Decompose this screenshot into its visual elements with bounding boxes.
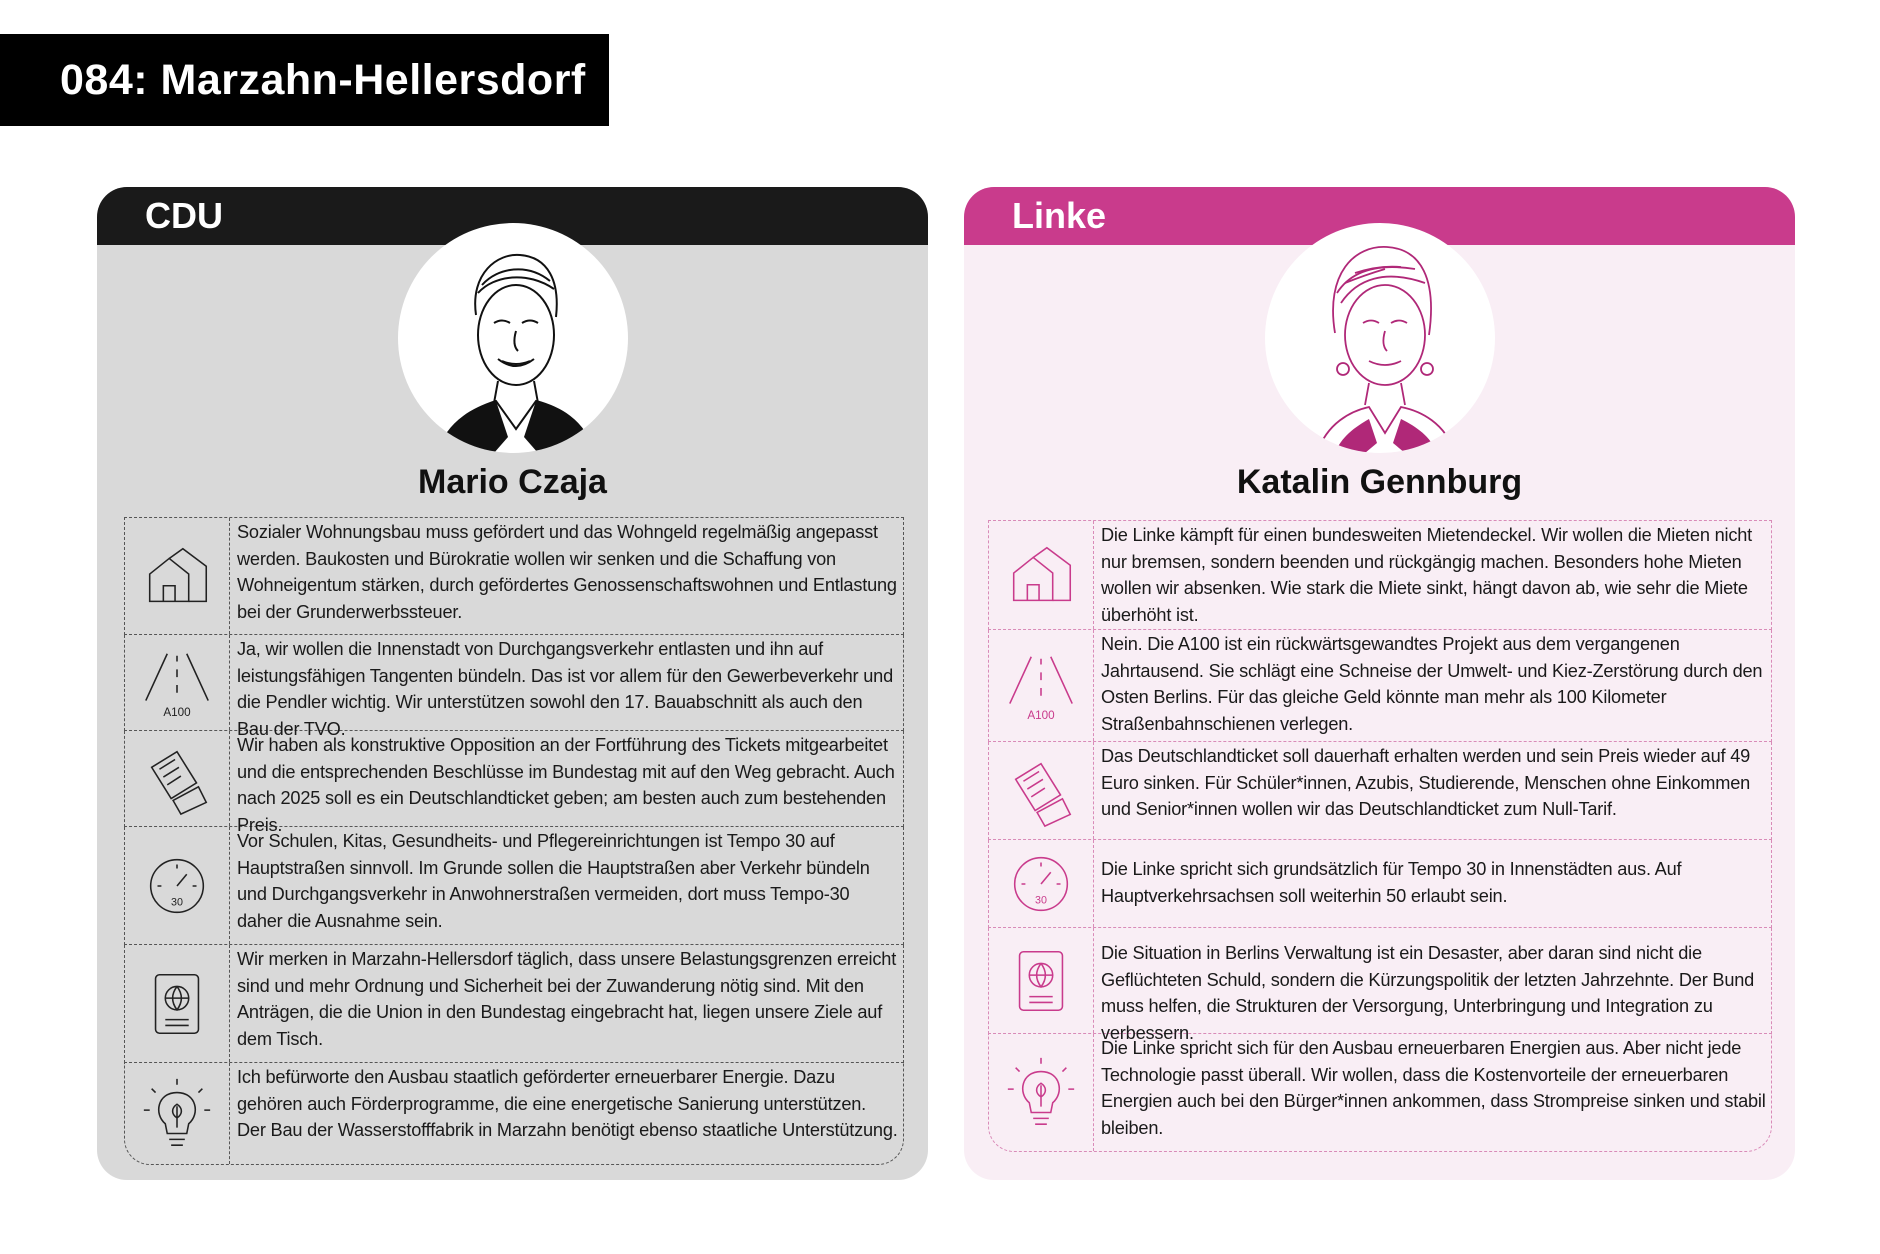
answer-row-highway [124,635,904,739]
answer-row-ticket [124,731,904,835]
answer-row-energy [124,1063,904,1165]
candidate-name: Mario Czaja [418,463,607,501]
answer-text: Ich befürworte den Ausbau staatlich geförderter erneuerbarer Energie. Dazu gehören auch Förderprogramme, die eine energetische Sanierung unterstützen. Der Bau der Wasserstofffabrik in Marzahn benötigt ebenso staatliche Unterstützung. [237,1067,898,1140]
answer-row-speed [988,840,1772,928]
answer-row-migration [988,928,1772,1043]
speed-label: 30 [171,896,183,908]
answer-text: Nein. Die A100 ist ein rückwärtsgewandtes Projekt aus dem vergangenen Jahrtausend. Sie schlägt eine Schneise der Umwelt- und Kiez-Zerstörung durch den Osten Berlins. Für das gleiche Geld könnte man mehr als 100 Kilometer Straßenbahnschienen verlegen. [1101,634,1763,734]
answer-row-housing [124,517,904,635]
speed-label: 30 [1035,894,1047,906]
party-label: Linke [964,187,1795,245]
answer-text: Ja, wir wollen die Innenstadt von Durchgangsverkehr entlasten und ihn auf leistungsfähigen Tangenten bündeln. Das ist vor allem für den Gewerbeverkehr und die Pendler wichtig. Wir unterstützen sowohl den 17. Bauabschnitt als auch den Bau der TVO. [237,639,894,739]
lightbulb-icon [989,1034,1094,1151]
answer-row-energy [988,1034,1772,1152]
answer-row-housing [988,520,1772,630]
candidate-name: Katalin Gennburg [1236,463,1523,501]
answer-row-speed [124,827,904,945]
highway-icon [989,630,1094,741]
portrait-illustration [398,223,628,453]
answers-table [988,520,1772,1152]
lightbulb-icon [125,1063,230,1164]
answer-row-ticket [988,742,1772,840]
speedometer-icon [989,840,1094,927]
district-title: 084: Marzahn-Hellersdorf [0,34,609,126]
linke-candidate-card [964,187,1795,1180]
house-icon [989,521,1094,629]
answer-text: Wir haben als konstruktive Opposition an der Fortführung des Tickets mitgearbeitet und die entsprechenden Beschlüsse im Bundestag mit auf den Weg gebracht. Auch nach 2025 soll es ein Deutschlandticket geben; am besten auch zum bestehenden Preis. [237,735,895,835]
candidate-portrait [1265,223,1495,453]
answer-row-highway [988,630,1772,742]
answer-text: Vor Schulen, Kitas, Gesundheits- und Pflegereinrichtungen ist Tempo 30 auf Hauptstraßen sinnvoll. Im Grunde sollen die Hauptstraßen aber Verkehr bündeln und Durchgangsverkehr in Anwohnerstraßen vermeiden, dort muss Tempo-30 daher die Ausnahme sein. [237,831,870,931]
party-label: CDU [97,187,928,245]
answer-text: Die Linke kämpft für einen bundesweiten Mietendeckel. Wir wollen die Mieten nicht nur bremsen, sondern beenden und rückgängig machen. Besonders hohe Mieten wollen wir absenken. Wie stark die Miete sinkt, hängt davon ab, wie sehr die Miete überhöht ist. [1101,525,1753,625]
highway-label: A100 [1027,708,1055,722]
portrait-illustration [1265,223,1495,453]
ticket-icon [989,742,1094,839]
answer-text: Das Deutschlandticket soll dauerhaft erhalten werden und sein Preis wieder auf 49 Euro sinken. Für Schüler*innen, Azubis, Studierende, Menschen ohne Einkommen und Senior*innen wollen wir das Deutschlandticket zum Null-Tarif. [1101,746,1751,819]
candidate-portrait [398,223,628,453]
answer-text: Wir merken in Marzahn-Hellersdorf täglich, dass unsere Belastungsgrenzen erreicht sind und mehr Ordnung und Sicherheit bei der Zuwanderung nötig sind. Mit den Anträgen, die die Union in den Bundestag eingebracht hat, liegen unsere Ziele auf dem Tisch. [237,949,897,1049]
cdu-candidate-card [97,187,928,1180]
highway-icon [125,635,230,730]
passport-icon [989,928,1094,1033]
answer-text: Die Linke spricht sich für den Ausbau erneuerbaren Energien aus. Aber nicht jede Technologie passt überall. Wir wollen, dass die Kostenvorteile der erneuerbaren Energien auch bei den Bürger*innen ankommen, dass Strompreise sinken und stabil bleiben. [1101,1038,1766,1138]
answer-text: Die Linke spricht sich grundsätzlich für Tempo 30 in Innenstädten aus. Auf Hauptverkehrsachsen soll weiterhin 50 erlaubt sein. [1101,859,1682,906]
house-icon [125,518,230,634]
answers-table [124,517,904,1165]
ticket-icon [125,731,230,826]
answer-text: Sozialer Wohnungsbau muss gefördert und das Wohngeld regelmäßig angepasst werden. Baukosten und Bürokratie wollen wir senken und die Schaffung von Wohneigentum stärken, durch gefördertes Genossenschaftswohnen und Entlastung bei der Grunderwerbssteuer. [237,522,897,622]
answer-text: Die Situation in Berlins Verwaltung ist ein Desaster, aber daran sind nicht die Geflüchteten Schuld, sondern die Kürzungspolitik der letzten Jahrzehnte. Der Bund muss helfen, die Strukturen der Versorgung, Unterbringung und Integration zu verbessern. [1101,943,1755,1043]
passport-icon [125,945,230,1062]
highway-label: A100 [163,705,191,719]
speedometer-icon [125,827,230,944]
answer-row-migration [124,945,904,1063]
